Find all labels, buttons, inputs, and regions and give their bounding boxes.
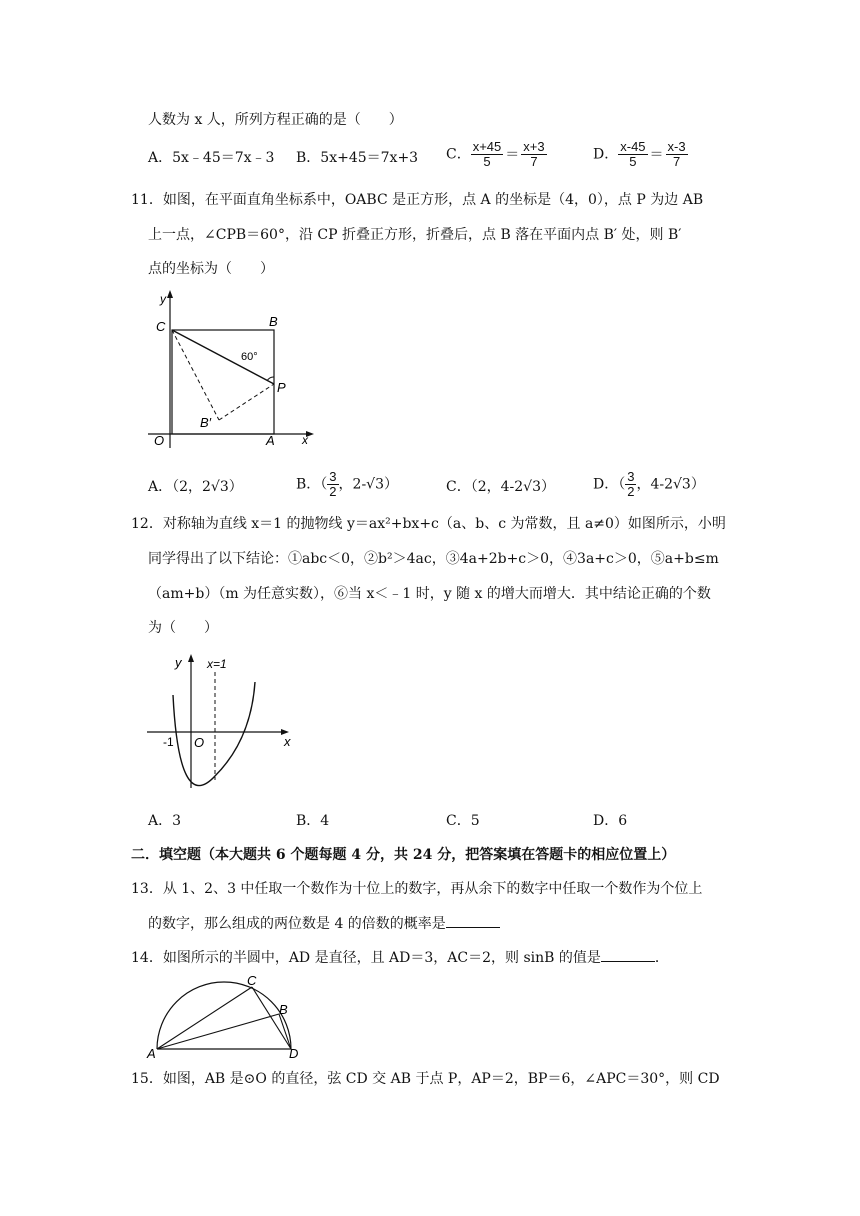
q12-line4: 为（ ）: [148, 620, 218, 636]
q11-option-b-frac: [327, 470, 338, 499]
frac-numerator: 3: [627, 469, 635, 484]
q14-line1: [131, 947, 669, 968]
q11-option-c: C．（2，4-2√3）: [446, 479, 555, 495]
q13-line2-text: 的数字，那么组成的两位数是 4 的倍数的概率是: [148, 916, 446, 932]
q10-option-c-frac1: [471, 140, 504, 169]
q10-option-b: B．5x+45＝7x+3: [296, 150, 419, 166]
q15-line1: 15．如图，AB 是⊙O 的直径，弦 CD 交 AB 于点 P，AP＝2，BP＝6，∠APC＝30°，则 CD: [131, 1071, 720, 1087]
q12-fig-label-o: O: [194, 735, 205, 750]
q11-option-b-label: B．（: [296, 476, 328, 493]
q11-fig-label-x: x: [302, 433, 308, 447]
q10-option-c-label: C．: [446, 146, 471, 163]
q10-option-c-frac2: [521, 140, 546, 169]
q10-option-c: C． $\frac{x+45}{5}$ ＝ $\frac{x+3}{7}$: [446, 139, 545, 169]
q12-line3: （am+b）（m 为任意实数），⑥当 x＜﹣1 时，y 随 x 的增大而增大．其中结论正确的个数: [148, 586, 711, 602]
frac-denominator: 2: [627, 484, 635, 499]
q10-option-d-frac2: [666, 140, 688, 169]
q14-fig-label-a: A: [147, 1046, 156, 1060]
frac-numerator: x-45: [620, 139, 646, 154]
q12-option-a: A．3: [148, 813, 182, 829]
q11-option-b-tail: ，2-√3）: [338, 476, 398, 493]
frac-numerator: x+3: [523, 139, 545, 154]
q11-fig-label-b: B: [269, 314, 278, 329]
q13-line1: 13．从 1、2、3 中任取一个数作为十位上的数字，再从余下的数字中任取一个数作为个位上: [131, 881, 703, 897]
q11-fig-label-bprime: B′: [200, 415, 212, 430]
q12-line2: 同学得出了以下结论：①abc＜0，②b²＞4ac，③4a+2b+c＞0，④3a+c＞0，⑤a+b≤m: [148, 551, 719, 567]
frac-numerator: x-3: [667, 139, 686, 154]
q11-fig-label-p: P: [277, 380, 286, 395]
q12-option-c: C．5: [446, 813, 480, 829]
q10-text: 人数为 x 人，所列方程正确的是（ ）: [148, 112, 403, 128]
q11-line1: 11．如图，在平面直角坐标系中，OABC 是正方形，点 A 的坐标是（4，0），点 P 为边 AB: [131, 192, 704, 208]
q11-fig-label-y: y: [160, 292, 166, 306]
q13-answer-blank: [446, 913, 500, 928]
q12-figure: [145, 650, 305, 795]
q12-option-b: B．4: [296, 813, 330, 829]
q11-fig-label-c: C: [156, 319, 166, 334]
frac-denominator: 5: [629, 154, 637, 169]
q12-fig-label-y: y: [175, 655, 182, 670]
q14-figure: [145, 972, 310, 1060]
q14-fig-label-c: C: [247, 973, 257, 988]
q10-option-a: A．5x﹣45＝7x﹣3: [148, 150, 275, 166]
frac-numerator: 3: [329, 469, 337, 484]
section-2-heading: 二．填空题（本大题共 6 个题每题 4 分，共 24 分，把答案填在答题卡的相应位置上）: [131, 847, 676, 863]
q12-fig-label-x: x: [284, 734, 291, 749]
q14-end-punct: ．: [654, 950, 669, 966]
q11-option-a: A．（2，2√3）: [148, 479, 243, 495]
q14-fig-label-b: B: [279, 1002, 288, 1017]
q14-line1-text: 14．如图所示的半圆中，AD 是直径，且 AD＝3，AC＝2，则 sinB 的值是: [131, 950, 601, 966]
q12-fig-label-axis: x=1: [207, 657, 227, 671]
q10-option-d-frac1: [618, 140, 647, 169]
q12-option-d: D．6: [593, 813, 628, 829]
q11-option-d-tail: ，4-2√3）: [636, 476, 705, 493]
frac-denominator: 7: [672, 154, 681, 169]
q14-answer-blank: [601, 947, 655, 962]
frac-denominator: 5: [483, 154, 491, 169]
q11-option-d: [593, 470, 705, 499]
q11-fig-label-angle: 60°: [241, 351, 258, 363]
q10-option-d: D． $\frac{x-45}{5}$ ＝ $\frac{x-3}{7}$: [593, 139, 686, 169]
q12-line1: 12．对称轴为直线 x＝1 的抛物线 y＝ax²+bx+c（a、b、c 为常数，且 a≠0）如图所示，小明: [131, 516, 726, 532]
q14-fig-label-d: D: [289, 1046, 299, 1060]
frac-denominator: 2: [329, 484, 337, 499]
q11-figure: [140, 286, 320, 456]
frac-numerator: x+45: [472, 139, 502, 154]
q10-option-d-label: D．: [593, 146, 619, 163]
q11-line2: 上一点，∠CPB＝60°，沿 CP 折叠正方形，折叠后，点 B 落在平面内点 B′ 处，则 B′: [148, 227, 682, 243]
q12-fig-label-neg1: -1: [163, 735, 174, 749]
q11-option-d-label: D．（: [593, 476, 626, 493]
q11-fig-label-o: O: [154, 433, 165, 448]
frac-denominator: 7: [530, 154, 538, 169]
q11-option-b: [296, 470, 398, 499]
q11-option-d-frac: [625, 470, 636, 499]
q13-line2: [148, 913, 500, 934]
q11-fig-label-a: A: [266, 433, 275, 448]
q11-line3: 点的坐标为（ ）: [148, 261, 274, 277]
